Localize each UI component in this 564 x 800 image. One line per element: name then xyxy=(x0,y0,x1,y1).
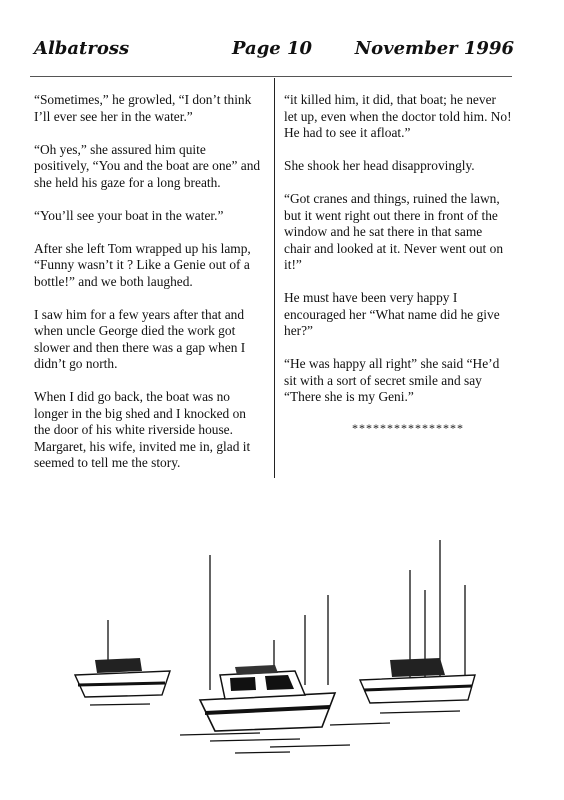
boat-left xyxy=(75,658,170,697)
paragraph: After she left Tom wrapped up his lamp, “Funny wasn’t it ? Like a Genie out of a bottle!” and we both laughed. xyxy=(34,240,251,289)
paragraph: “it killed him, it did, that boat; he never let up, even when the doctor told him. No! He had to see it afloat.” xyxy=(284,92,512,140)
publication-title: Albatross xyxy=(34,38,130,59)
paragraph: “Got cranes and things, ruined the lawn, but it went right out there in front of the window and he sat there in that same chair and looked at it. Never went out on it!” xyxy=(284,191,504,272)
page-header xyxy=(34,38,514,62)
boat-right xyxy=(360,658,475,703)
column-divider xyxy=(274,78,275,478)
paragraph: “You’ll see your boat in the water.” xyxy=(34,207,224,223)
paragraph: When I did go back, the boat was no longer in the big shed and I knocked on the door of his white riverside house. Margaret, his wife, invited me in, glad it seemed to tell me the story. xyxy=(34,389,251,470)
paragraph: He must have been very happy I encouraged her “What name did he give her?” xyxy=(284,290,500,338)
left-column xyxy=(34,92,262,488)
issue-date: November 1996 xyxy=(354,38,514,59)
right-column xyxy=(284,92,512,437)
paragraph: “Oh yes,” she assured him quite positively, “You and the boat are one” and she held his gaze for a long breath. xyxy=(34,141,261,190)
paragraph: “He was happy all right” she said “He’d sit with a sort of secret smile and say “There she is my Geni.” xyxy=(284,356,500,404)
page-number: Page 10 xyxy=(232,38,313,59)
paragraph: I saw him for a few years after that and when uncle George died the work got slower and then there was a gap when I didn’t go north. xyxy=(34,306,246,371)
paragraph: She shook her head disapprovingly. xyxy=(284,158,475,173)
harbour-boats-illustration xyxy=(60,535,480,765)
header-rule xyxy=(30,76,512,77)
section-separator: **************** xyxy=(352,421,464,435)
boat-center xyxy=(200,665,335,731)
paragraph: “Sometimes,” he growled, “I don’t think I’ll ever see her in the water.” xyxy=(34,92,252,124)
